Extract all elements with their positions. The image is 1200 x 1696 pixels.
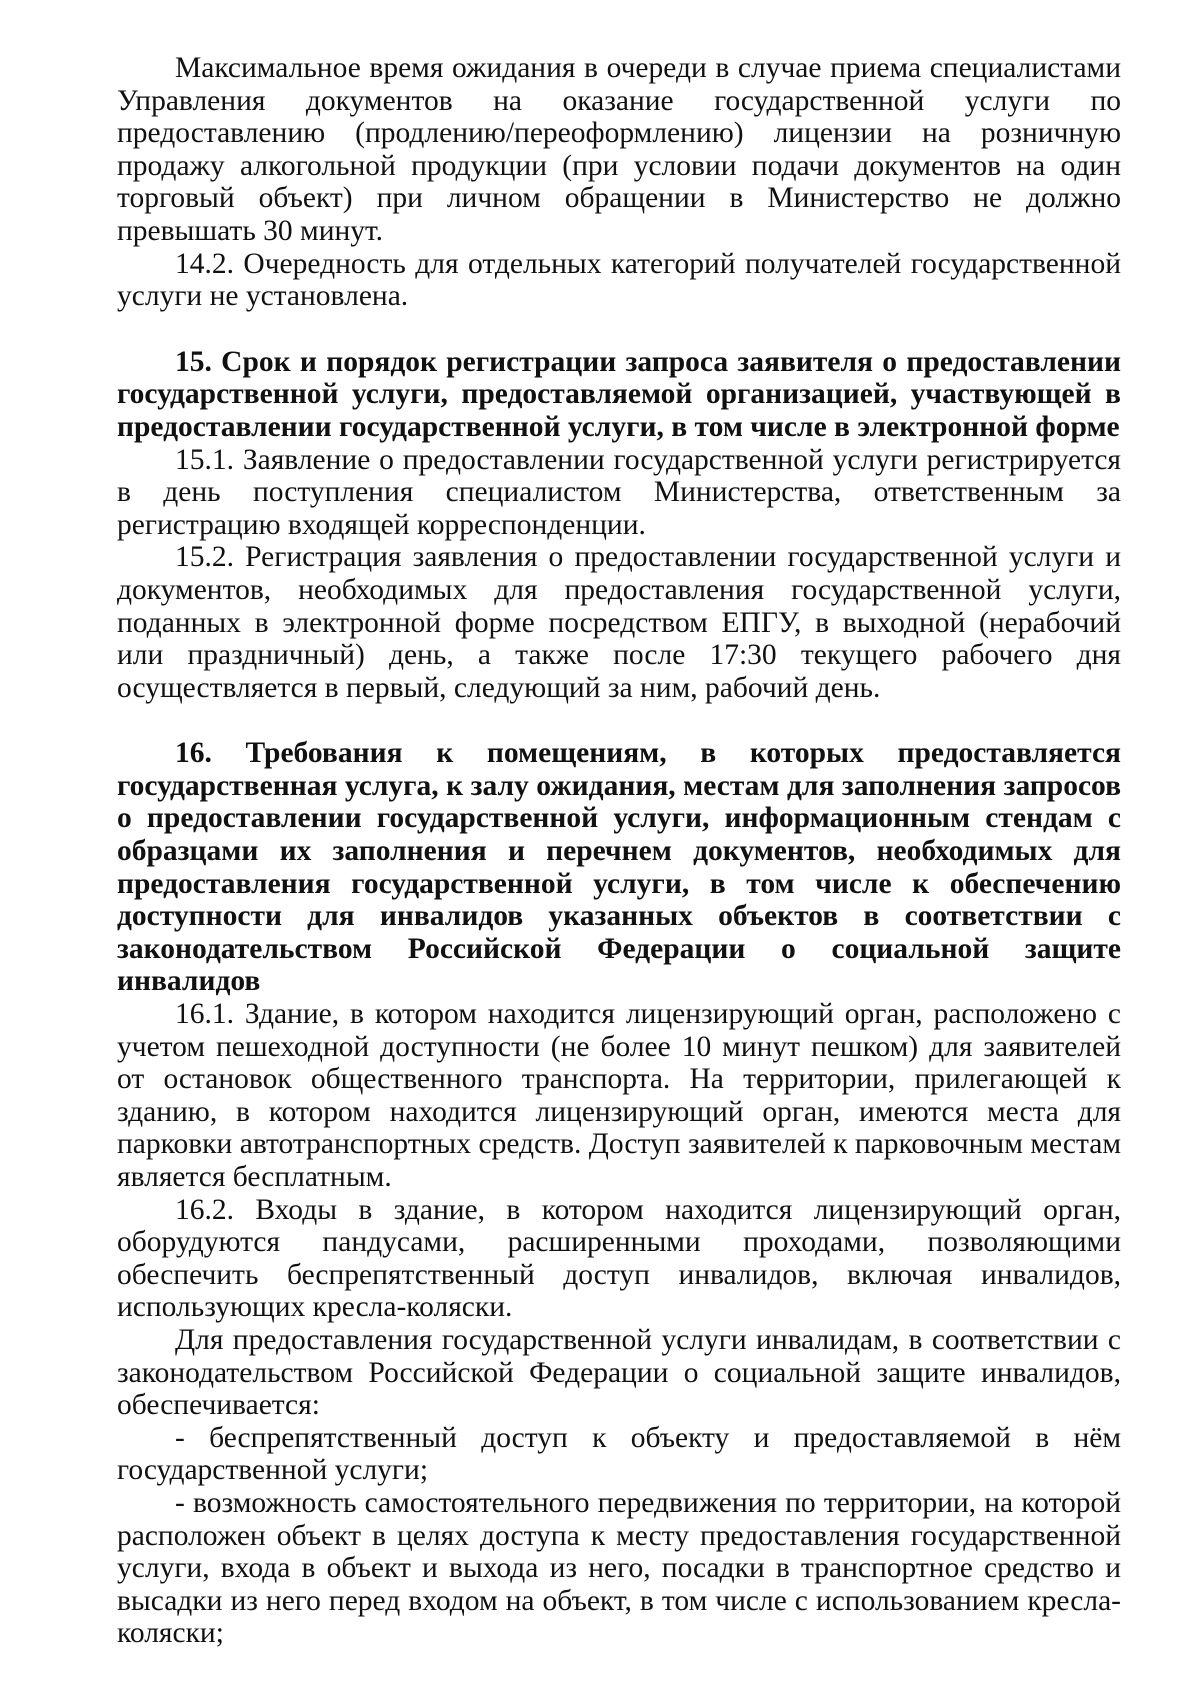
paragraph-16-2: 16.2. Входы в здание, в котором находится лицензирующий орган, оборудуются пандусами, расширенными проходами, позволяющими обеспечить беспрепятственный доступ инвалидов, включая инвалидов, использующих кресла-коляски.: [117, 1193, 1121, 1324]
section-spacer: [117, 704, 1121, 737]
paragraph-15-1: 15.1. Заявление о предоставлении государственной услуги регистрируется в день поступления специалистом Министерства, ответственным за регистрацию входящей корреспонденции.: [117, 443, 1121, 541]
paragraph-16-1: 16.1. Здание, в котором находится лицензирующий орган, расположено с учетом пешеходной доступности (не более 10 минут пешком) для заявителей от остановок общественного транспорта. На территории, прилегающей к зданию, в котором находится лицензирующий орган, имеются места для парковки автотранспортных средств. Доступ заявителей к парковочным местам является бесплатным.: [117, 998, 1121, 1193]
paragraph-disabled-access-intro: Для предоставления государственной услуги инвалидам, в соответствии с законодательством Российской Федерации о социальной защите инвалидов, обеспечивается:: [117, 1323, 1121, 1422]
paragraph-max-wait-time: Максимальное время ожидания в очереди в случае приема специалистами Управления документов на оказание государственной услуги по предоставлению (продлению/переоформлению) лицензии на розничную продажу алкогольной продукции (при условии подачи документов на один торговый объект) при личном обращении в Министерство не должно превышать 30 минут.: [117, 52, 1121, 247]
list-item-independent-movement: - возможность самостоятельного передвижения по территории, на которой расположен объект в целях доступа к месту предоставления государственной услуги, входа в объект и выхода из него, посадки в транспортное средство и высадки из него перед входом на объект, в том числе с использованием кресла-коляски;: [117, 1486, 1121, 1650]
section-15-heading: 15. Срок и порядок регистрации запроса заявителя о предоставлении государственной услуги, предоставляемой организацией, участвующей в предоставлении государственной услуги, в том числе в электронной форме: [117, 345, 1121, 443]
document-page: [117, 52, 1121, 1650]
paragraph-15-2: 15.2. Регистрация заявления о предоставлении государственной услуги и документов, необходимых для предоставления государственной услуги, поданных в электронной форме посредством ЕПГУ, в выходной (нерабочий или праздничный) день, а также после 17:30 текущего рабочего дня осуществляется в первый, следующий за ним, рабочий день.: [117, 541, 1121, 704]
paragraph-14-2: 14.2. Очередность для отдельных категорий получателей государственной услуги не установлена.: [117, 247, 1121, 313]
section-spacer: [117, 313, 1121, 346]
section-16-heading: 16. Требования к помещениям, в которых предоставляется государственная услуга, к залу ожидания, местам для заполнения запросов о предоставлении государственной услуги, информационным стендам с образцами их заполнения и перечнем документов, необходимых для предоставления государственной услуги, в том числе к обеспечению доступности для инвалидов указанных объектов в соответствии с законодательством Российской Федерации о социальной защите инвалидов: [117, 737, 1121, 998]
list-item-unobstructed-access: - беспрепятственный доступ к объекту и предоставляемой в нём государственной услуги;: [117, 1421, 1121, 1487]
